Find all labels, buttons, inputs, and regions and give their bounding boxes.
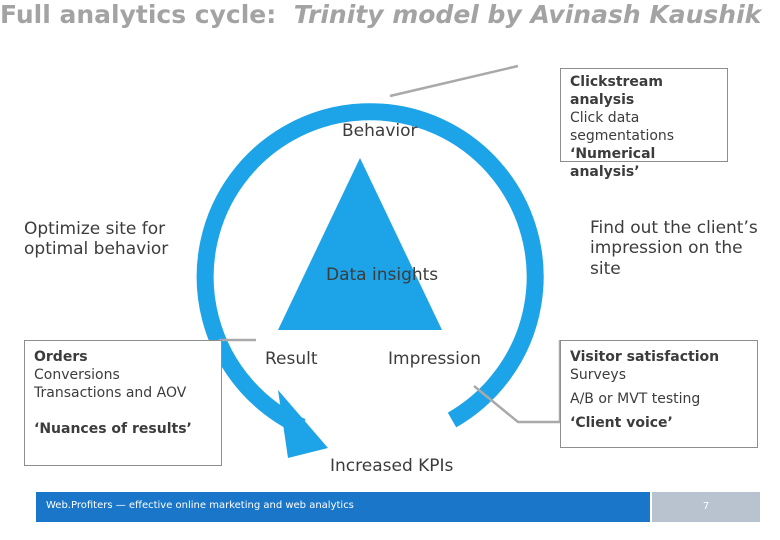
- clickstream-line-2: segmentations: [570, 127, 675, 144]
- title-emphasis: Trinity model by Avinash Kaushik: [293, 0, 762, 29]
- orders-callout: [24, 340, 222, 466]
- insights-triangle: [278, 158, 442, 330]
- clickstream-line-3: ‘Numerical analysis’: [570, 145, 656, 180]
- orders-line-1: Conversions: [34, 366, 120, 383]
- connector-clickstream: [390, 66, 518, 96]
- cycle-arrowhead-icon: [278, 390, 328, 458]
- impression-label: Impression: [388, 349, 482, 369]
- orders-line-3: ‘Nuances of results’: [34, 420, 192, 437]
- increased-kpis-label: Increased KPIs: [330, 456, 454, 476]
- footer-bar: [36, 492, 650, 522]
- visitor-title: Visitor satisfaction: [570, 349, 720, 365]
- orders-line-2: Transactions and AOV: [34, 384, 187, 401]
- visitor-line-2: A/B or MVT testing: [570, 390, 701, 407]
- footer-text: Web.Profiters — effective online marketing and web analytics: [46, 500, 354, 511]
- orders-title: Orders: [34, 349, 88, 365]
- clickstream-callout: [560, 68, 728, 180]
- page-number-box: [652, 492, 760, 522]
- visitor-callout: [560, 340, 758, 448]
- find-out-statement: Find out the client’s impression on the site: [590, 218, 758, 279]
- data-insights-label: Data insights: [326, 265, 439, 285]
- page-number: 7: [702, 501, 710, 512]
- result-label: Result: [265, 349, 318, 369]
- clickstream-title: Clickstream analysis: [570, 74, 663, 108]
- behavior-label: Behavior: [342, 121, 418, 141]
- visitor-line-1: Surveys: [570, 366, 626, 383]
- visitor-line-3: ‘Client voice’: [570, 414, 673, 431]
- title-main: Full analytics cycle:: [0, 0, 277, 29]
- clickstream-line-1: Click data: [570, 109, 640, 126]
- optimize-statement: Optimize site for optimal behavior: [24, 219, 169, 260]
